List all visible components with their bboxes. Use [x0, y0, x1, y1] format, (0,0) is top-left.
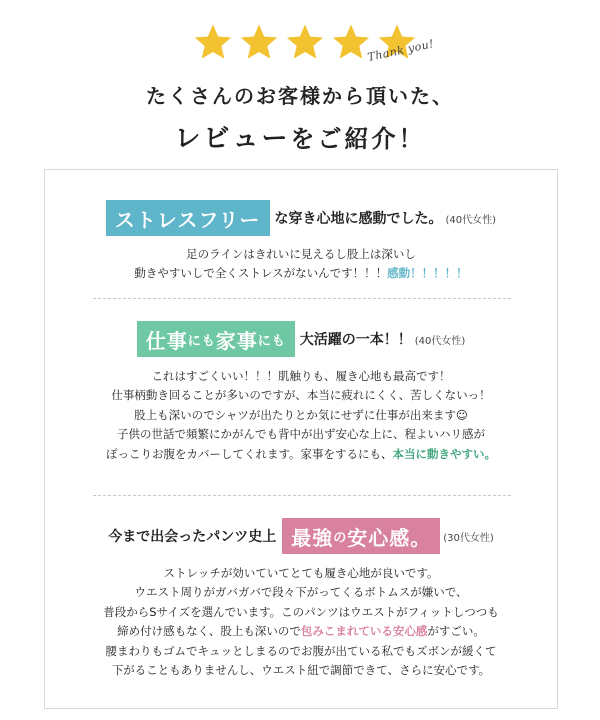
- review-2-title-text: 大活躍の一本！！: [299, 332, 412, 348]
- review-1-body: [45, 245, 557, 284]
- divider: [93, 495, 511, 496]
- review-3-highlight: 包みこまれている安心感: [300, 624, 428, 639]
- review-2-line: 股上も深いのでシャツが出たりとか気にせずに仕事が出来ます☺: [134, 407, 468, 422]
- headline-line1: たくさんのお客様から頂いた、: [146, 84, 454, 108]
- review-3-body: [45, 564, 557, 680]
- review-3-line: ストレッチが効いていてとても履き心地が良いです。: [163, 566, 439, 580]
- star-icon: [239, 22, 279, 62]
- review-3-line: ウエスト周りがガバガバで段々下がってくるボトムスが嫌いで、: [134, 585, 468, 600]
- review-3-tag-particle: の: [333, 530, 348, 546]
- review-1-title: [45, 200, 557, 236]
- review-2-tag-work: 仕事: [145, 328, 188, 353]
- review-2-line: [45, 445, 557, 464]
- review-2-tag: [137, 321, 295, 357]
- review-3: [45, 518, 557, 680]
- review-3-line: 腰まわりもゴムでキュッとしまるのでお腹が出ている私でもズボンが緩くて: [105, 643, 497, 658]
- review-1-age: (40代女性): [445, 214, 497, 226]
- headline-review-word: レビュー: [174, 124, 291, 154]
- thank-you-script: Thank you!: [366, 37, 436, 64]
- star-icon: [285, 22, 325, 62]
- review-2-tag-housework: 家事: [215, 328, 258, 353]
- review-1-line: 足のラインはきれいに見えるし股上は深いし: [186, 247, 416, 261]
- headline-intro: をご紹介！: [290, 125, 426, 153]
- review-2-title: [45, 321, 557, 357]
- review-2-line: 仕事柄動き回ることが多いのですが、本当に疲れにくく、苦しくないっ！: [111, 388, 491, 403]
- review-1-title-text: な穿き心地に感動でした。: [274, 211, 443, 227]
- review-3-tag: [282, 518, 440, 554]
- review-1-highlight: 感動！！！！！: [387, 266, 468, 281]
- review-3-line: 普段からSサイズを選んでいます。このパンツはウエストがフィットしつつも: [103, 604, 499, 619]
- headline-line2: [0, 118, 600, 155]
- review-1-tag: ストレスフリー: [106, 200, 270, 236]
- review-3-line: [45, 622, 557, 641]
- review-3-age: (30代女性): [443, 532, 494, 544]
- divider: [93, 298, 511, 299]
- review-2-age: (40代女性): [414, 335, 466, 347]
- reviews-card: [44, 169, 558, 709]
- review-2: [45, 321, 557, 464]
- review-2-tag-particle: にも: [257, 333, 286, 349]
- review-2-line-text: ぽっこりお腹をカバーしてくれます。家事をするにも、: [105, 446, 393, 461]
- review-3-line-text: 締め付け感もなく、股上も深いので: [117, 624, 301, 639]
- review-2-tag-particle: にも: [187, 333, 216, 349]
- review-1-line-text: 動きやすいしで全くストレスがないんです！！！: [134, 266, 388, 281]
- review-3-tag-security: 安心感。: [347, 525, 432, 550]
- review-3-title: [45, 518, 557, 554]
- review-2-body: [45, 367, 557, 464]
- review-1-line: [45, 264, 557, 283]
- star-icon: [331, 22, 371, 62]
- review-3-line: 下がることもありませんし、ウエスト紐で調節できて、さらに安心です。: [111, 663, 491, 678]
- review-2-highlight: 本当に動きやすい。: [392, 446, 497, 461]
- review-1: [45, 200, 557, 284]
- review-3-title-pre: 今まで出会ったパンツ史上: [108, 529, 277, 545]
- review-2-line: これはすごくいい！！！肌触りも、履き心地も最高です！: [151, 369, 451, 383]
- star-icon: [193, 22, 233, 62]
- review-3-tag-strongest: 最強: [291, 525, 334, 550]
- review-2-line: 子供の世話で頻繁にかがんでも背中が出ず安心な上に、程よいハリ感が: [117, 427, 485, 442]
- review-3-line-text: がすごい。: [427, 624, 485, 639]
